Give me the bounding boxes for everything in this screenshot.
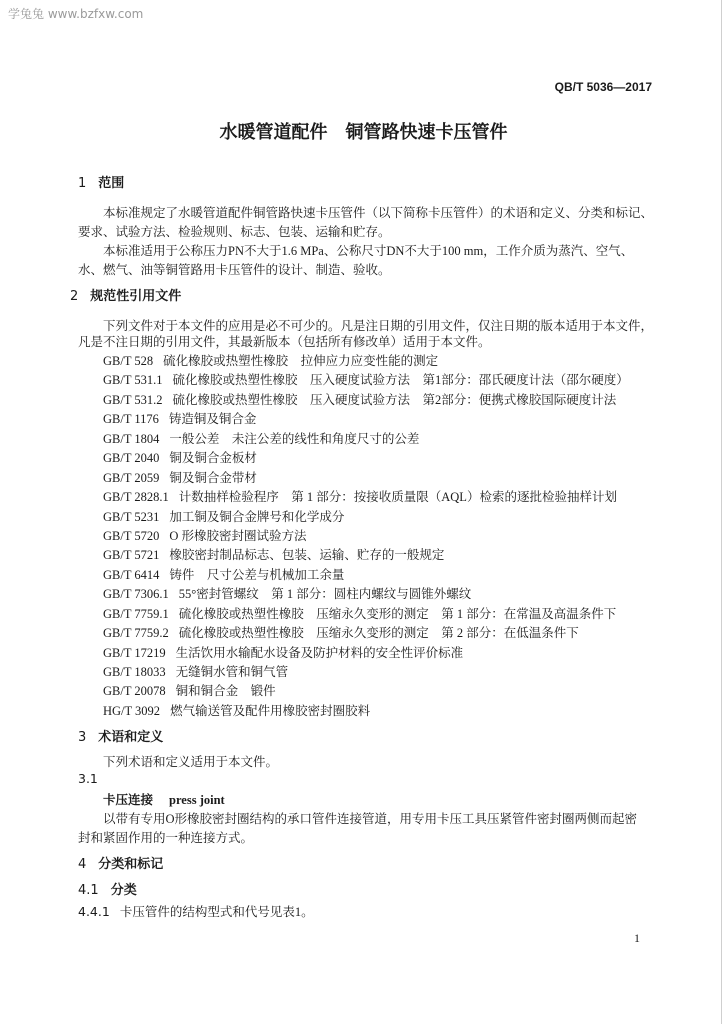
reference-title: 生活饮用水输配水设备及防护材料的安全性评价标准	[175, 645, 464, 660]
reference-row	[103, 547, 629, 566]
reference-title: 硫化橡胶或热塑性橡胶 压缩永久变形的测定 第 1 部分：在常温及高温条件下	[178, 606, 617, 621]
reference-row	[103, 372, 629, 391]
paragraph-line: 下列术语和定义适用于本文件。	[103, 755, 279, 769]
reference-row	[103, 392, 629, 411]
reference-title: 铜和铜合金 锻件	[175, 684, 276, 699]
paragraph-line: 水、燃气、油等铜管路用卡压管件的设计、制造、验收。	[78, 263, 391, 277]
reference-title: 55°密封管螺纹 第 1 部分：圆柱内螺纹与圆锥外螺纹	[178, 587, 472, 602]
term-english: press joint	[169, 793, 225, 807]
clause-text: 卡压管件的结构型式和代号见表1。	[119, 905, 314, 919]
clause-number: 3.1	[78, 771, 98, 786]
reference-row	[103, 470, 629, 489]
reference-title: 硫化橡胶或热塑性橡胶 压入硬度试验方法 第2部分：便携式橡胶国际硬度计法	[172, 392, 617, 407]
reference-code: GB/T 20078	[103, 684, 166, 699]
section-title: 规范性引用文件	[90, 289, 182, 304]
reference-code: GB/T 1176	[103, 412, 159, 427]
reference-row	[103, 567, 629, 586]
term-entry	[103, 792, 225, 808]
section-title: 范围	[98, 176, 125, 191]
reference-row	[103, 625, 629, 644]
section-4-heading	[78, 857, 163, 873]
paragraph-line: 本标准适用于公称压力PN不大于1.6 MPa、公称尺寸DN不大于100 mm，工作介质为蒸汽、空气、	[103, 244, 634, 258]
reference-row	[103, 703, 629, 722]
reference-code: GB/T 6414	[103, 567, 160, 582]
clause-4-4-1	[78, 904, 314, 920]
reference-row	[103, 509, 629, 528]
section-2-heading	[70, 289, 181, 305]
section-title: 分类和标记	[98, 857, 164, 872]
reference-row	[103, 353, 629, 372]
reference-title: 加工铜及铜合金牌号和化学成分	[169, 509, 345, 524]
reference-code: GB/T 18033	[103, 665, 166, 679]
definition-line: 以带有专用O形橡胶密封圈结构的承口管件连接管道，用专用卡压工具压紧管件密封圈两侧而起密	[103, 812, 638, 826]
reference-code: GB/T 1804	[103, 431, 160, 446]
reference-row	[103, 664, 629, 683]
reference-row	[103, 431, 629, 450]
section-3-heading	[78, 730, 163, 746]
reference-code: GB/T 7306.1	[103, 587, 169, 602]
reference-title: 铸件 尺寸公差与机械加工余量	[169, 567, 345, 582]
section-title: 术语和定义	[98, 730, 164, 745]
reference-row	[103, 586, 629, 605]
section-1-heading	[78, 176, 124, 192]
reference-code: GB/T 2040	[103, 451, 160, 466]
reference-row	[103, 683, 629, 702]
normative-references-list	[103, 353, 629, 722]
reference-title: 硫化橡胶或热塑性橡胶 拉伸应力应变性能的测定	[163, 354, 439, 368]
reference-title: 计数抽样检验程序 第 1 部分：按接收质量限（AQL）检索的逐批检验抽样计划	[178, 490, 617, 505]
standard-code-header: QB/T 5036—2017	[554, 80, 652, 94]
reference-code: GB/T 7759.1	[103, 606, 169, 621]
section-number: 2	[70, 289, 79, 304]
page-edge-line	[721, 0, 722, 1024]
watermark: 学兔兔 www.bzfxw.com	[8, 7, 144, 21]
reference-code: GB/T 5721	[103, 548, 160, 563]
reference-code: GB/T 2828.1	[103, 490, 169, 505]
reference-row	[103, 528, 629, 547]
reference-title: O 形橡胶密封圈试验方法	[169, 528, 307, 543]
reference-code: GB/T 531.1	[103, 373, 163, 388]
reference-title: 橡胶密封制品标志、包装、运输、贮存的一般规定	[169, 548, 445, 563]
reference-title: 无缝铜水管和铜气管	[175, 665, 289, 679]
reference-row	[103, 606, 629, 625]
clause-number: 4.4.1	[78, 904, 110, 919]
paragraph-line: 要求、试验方法、检验规则、标志、包装、运输和贮存。	[78, 225, 391, 239]
reference-row	[103, 489, 629, 508]
subsection-4-1-heading	[78, 883, 137, 899]
reference-title: 硫化橡胶或热塑性橡胶 压缩永久变形的测定 第 2 部分：在低温条件下	[178, 626, 579, 641]
paragraph-line: 下列文件对于本文件的应用是必不可少的。凡是注日期的引用文件，仅注日期的版本适用于本文件，	[103, 319, 654, 333]
definition-line: 封和紧固作用的一种连接方式。	[78, 831, 254, 845]
reference-row	[103, 411, 629, 430]
reference-title: 一般公差 未注公差的线性和角度尺寸的公差	[169, 431, 420, 446]
reference-code: GB/T 17219	[103, 645, 166, 660]
reference-code: GB/T 7759.2	[103, 626, 169, 641]
reference-code: GB/T 5231	[103, 509, 160, 524]
reference-code: GB/T 531.2	[103, 392, 163, 407]
reference-code: GB/T 5720	[103, 528, 160, 543]
reference-title: 硫化橡胶或热塑性橡胶 压入硬度试验方法 第1部分：邵氏硬度计法（邵尔硬度）	[172, 373, 629, 388]
reference-row	[103, 645, 629, 664]
section-number: 4	[78, 857, 87, 872]
reference-title: 铜及铜合金带材	[169, 470, 257, 485]
reference-title: 铜及铜合金板材	[169, 451, 257, 466]
term-chinese: 卡压连接	[103, 792, 154, 807]
reference-title: 铸造铜及铜合金	[168, 412, 257, 427]
reference-code: GB/T 528	[103, 354, 154, 368]
clause-title: 分类	[110, 883, 137, 898]
reference-title: 燃气输送管及配件用橡胶密封圈胶料	[170, 703, 371, 718]
paragraph-line: 本标准规定了水暖管道配件铜管路快速卡压管件（以下简称卡压管件）的术语和定义、分类和标记、	[103, 206, 654, 220]
section-number: 1	[78, 176, 87, 191]
reference-code: HG/T 3092	[103, 703, 161, 718]
clause-number: 4.1	[78, 883, 99, 898]
reference-row	[103, 450, 629, 469]
section-number: 3	[78, 730, 87, 745]
paragraph-line: 凡是不注日期的引用文件，其最新版本（包括所有修改单）适用于本文件。	[78, 335, 491, 349]
document-title: 水暖管道配件 铜管路快速卡压管件	[219, 122, 508, 143]
reference-code: GB/T 2059	[103, 470, 160, 485]
page-number: 1	[634, 931, 640, 945]
